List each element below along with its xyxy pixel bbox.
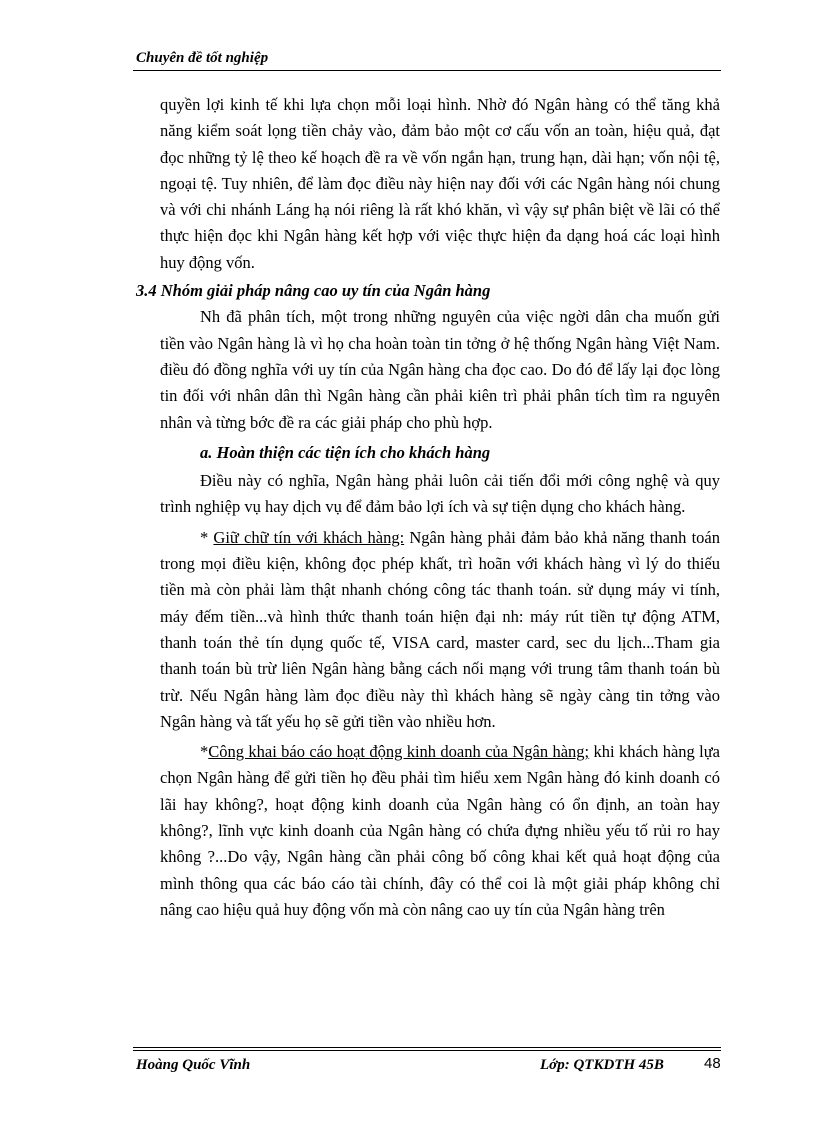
footer-author: Hoàng Quốc Vĩnh: [136, 1057, 251, 1073]
page-number: 48: [704, 1055, 721, 1072]
paragraph-5-title: Công khai báo cáo hoạt động kinh doanh của Ngân hàng;: [208, 742, 590, 762]
paragraph-4-bullet: *: [200, 527, 214, 547]
paragraph-4: [160, 525, 720, 735]
paragraph-5: [160, 739, 720, 923]
document-body: [136, 92, 721, 923]
footer-class: Lớp: QTKDTH 45B: [540, 1057, 664, 1073]
header-rule: [133, 70, 721, 71]
paragraph-2: Nh đã phân tích, một trong những nguyên của việc ngời dân cha muốn gửi tiền vào Ngân hàng là vì họ cha hoàn toàn tin tởng ở hệ thống Ngân hàng Việt Nam. điều đó đồng nghĩa với uy tín của Ngân hàng cha đọc cao. Do đó để lấy lại đọc lòng tin đối với nhân dân thì Ngân hàng cần phải kiên trì phải phân tích tìm ra nguyên nhân và từng bớc đề ra các giải pháp cho phù hợp.: [160, 307, 720, 432]
paragraph-4-title: Giữ chữ tín với khách hàng:: [213, 527, 405, 547]
sub-heading: a. Hoàn thiện các tiện ích cho khách hàng: [200, 442, 491, 462]
paragraph-1: quyền lợi kinh tế khi lựa chọn mỗi loại hình. Nhờ đó Ngân hàng có thể tăng khả năng kiểm soát lọng tiền chảy vào, đảm bảo một cơ cấu vốn an toàn, hiệu quả, đạt đọc những tỷ lệ theo kế hoạch đề ra về vốn ngắn hạn, trung hạn, dài hạn; vốn nội tệ, ngoại tệ. Tuy nhiên, để làm đọc điều này hiện nay đối với các Ngân hàng nói chung và với chi nhánh Láng hạ nói riêng là rất khó khăn, vì vậy sự phân biệt về lãi có thể thực hiện đọc khi Ngân hàng kết hợp với việc thực hiện đa dạng hoá các loại hình huy động vốn.: [160, 95, 720, 272]
footer-rule-top: [133, 1047, 721, 1048]
paragraph-4-text: Ngân hàng phải đảm bảo khả năng thanh toán trong mọi điều kiện, không đọc phép khất, trì hoãn với khách hàng vì lý do thiếu tiền mà còn phải làm thật nhanh chóng công tác thanh toán. sử dụng máy vi tính, máy đếm tiền...và hình thức thanh toán hiện đại nh: máy rút tiền tự động ATM, thanh toán thẻ tín dụng quốc tế, VISA card, master card, sec du lịch...Tham gia thanh toán bù trừ liên Ngân hàng bằng cách nối mạng với trung tâm thanh toán bù trừ. Nếu Ngân hàng làm đọc điều này thì khách hàng sẽ ngày càng tin tởng vào Ngân hàng và tất yếu họ sẽ gửi tiền vào nhiều hơn.: [160, 527, 720, 731]
footer-rule-bottom: [133, 1050, 721, 1051]
paragraph-3: Điều này có nghĩa, Ngân hàng phải luôn cải tiến đổi mới công nghệ và quy trình nghiệp vụ hay dịch vụ để đảm bảo lợi ích và sự tiện dụng cho khách hàng.: [160, 471, 720, 517]
header-title: Chuyên đề tốt nghiệp: [136, 50, 269, 66]
paragraph-5-text: khi khách hàng lựa chọn Ngân hàng để gửi tiền họ đều phải tìm hiểu xem Ngân hàng đó kinh doanh có lãi hay không?, hoạt động kinh doanh của Ngân hàng có ổn định, an toàn hay không?, lĩnh vực kinh doanh của Ngân hàng có chứa đựng nhiều yếu tố rủi ro hay không ?...Do vậy, Ngân hàng cần phải công bố công khai kết quả hoạt động của mình thông qua các báo cáo tài chính, đây có thể coi là một giải pháp không chỉ nâng cao hiệu quả huy động vốn mà còn nâng cao uy tín của Ngân hàng trên: [160, 742, 721, 919]
section-heading: 3.4 Nhóm giải pháp nâng cao uy tín của Ngân hàng: [136, 281, 491, 301]
paragraph-5-bullet: *: [200, 742, 209, 762]
